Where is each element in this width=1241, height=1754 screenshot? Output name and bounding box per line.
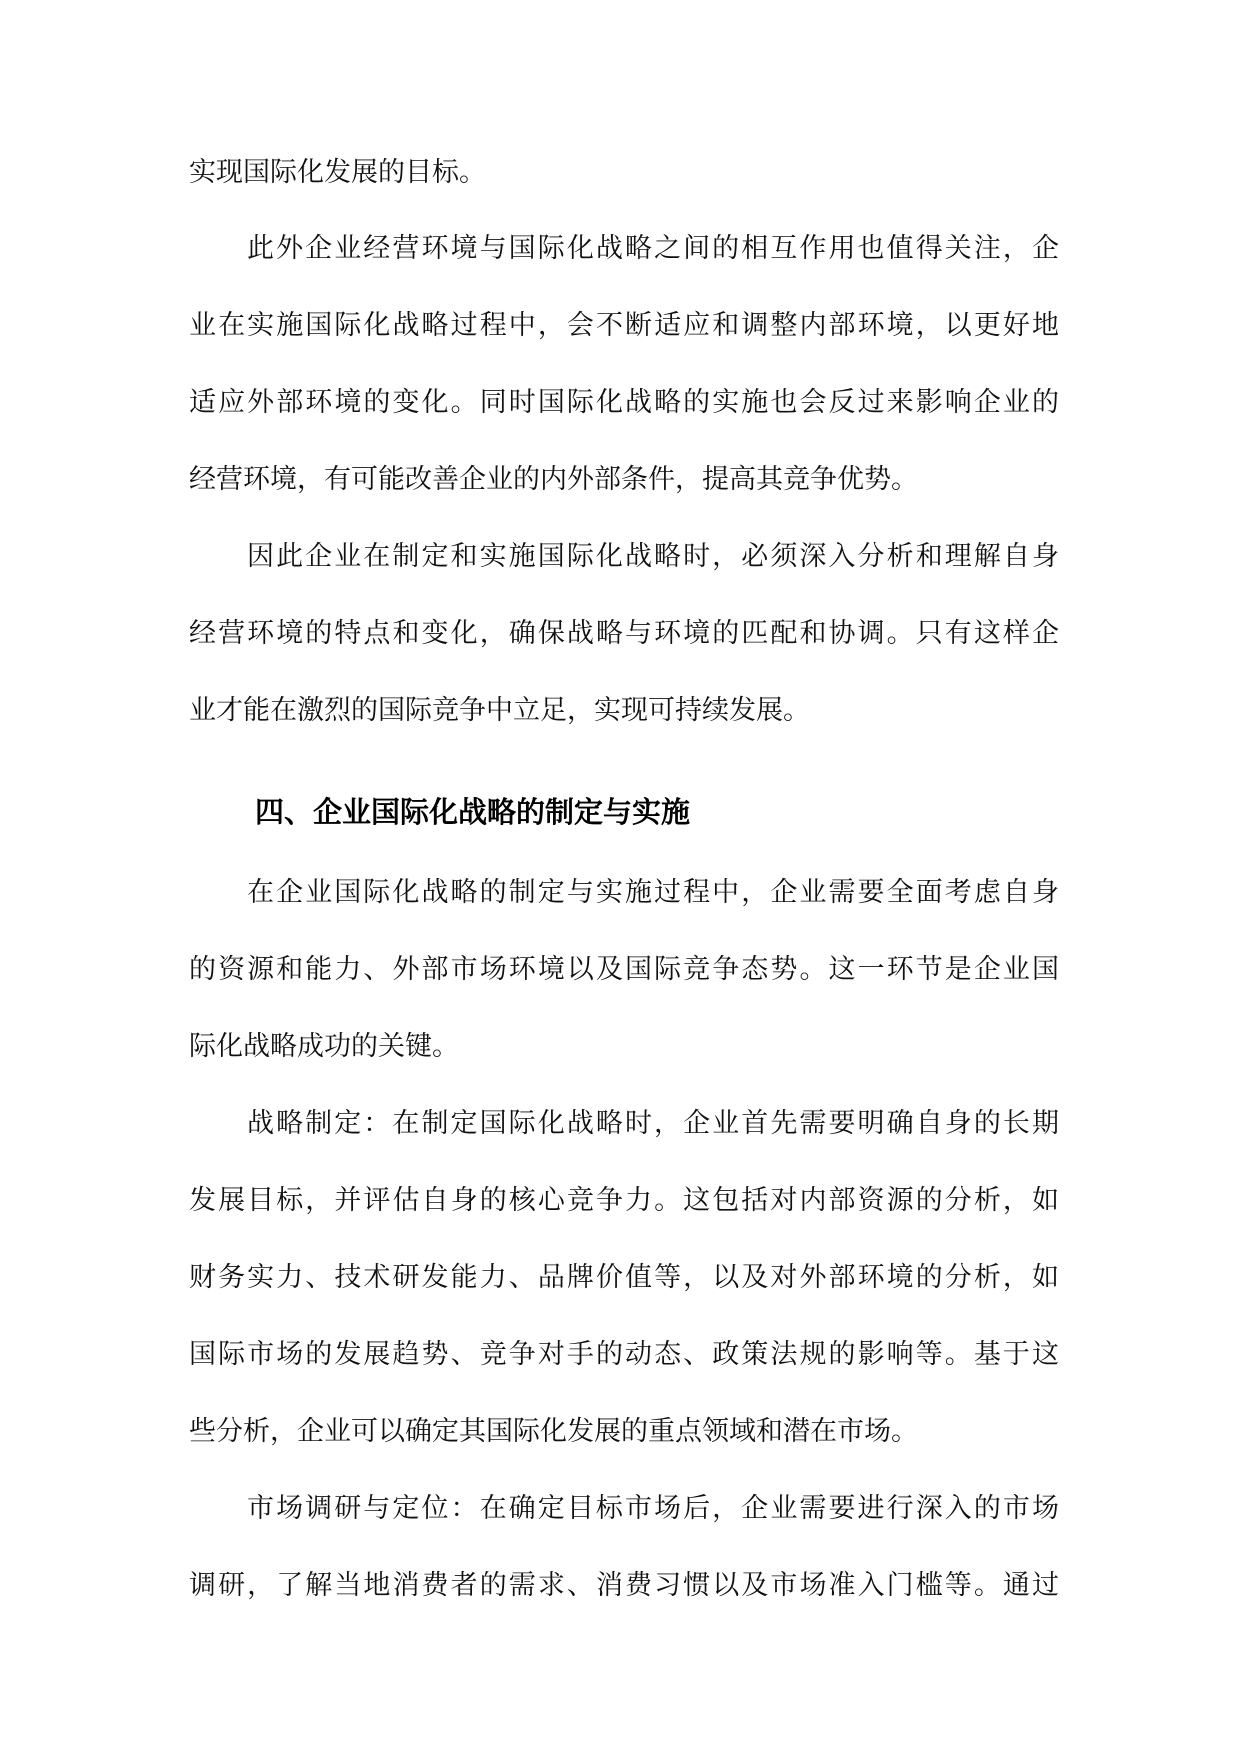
paragraph-line: 些分析，企业可以确定其国际化发展的重点领域和潜在市场。 [189,1416,918,1447]
paragraph-line: 业在实施国际化战略过程中，会不断适应和调整内部环境，以更好地 [189,310,1059,341]
paragraph-line: 此外企业经营环境与国际化战略之间的相互作用也值得关注，企 [247,233,1059,264]
paragraph-line: 实现国际化发展的目标。 [189,157,486,188]
paragraph-line: 因此企业在制定和实施国际化战略时，必须深入分析和理解自身 [247,541,1059,572]
paragraph-line: 际化战略成功的关键。 [189,1031,459,1062]
paragraph-line: 市场调研与定位：在确定目标市场后，企业需要进行深入的市场 [247,1493,1059,1524]
paragraph-line: 发展目标，并评估自身的核心竞争力。这包括对内部资源的分析，如 [189,1185,1059,1216]
paragraph-line: 经营环境，有可能改善企业的内外部条件，提高其竞争优势。 [189,464,918,495]
paragraph-line: 经营环境的特点和变化，确保战略与环境的匹配和协调。只有这样企 [189,618,1059,649]
paragraph-line: 战略制定：在制定国际化战略时，企业首先需要明确自身的长期 [247,1108,1059,1139]
paragraph-line: 在企业国际化战略的制定与实施过程中，企业需要全面考虑自身 [247,877,1059,908]
paragraph-line: 适应外部环境的变化。同时国际化战略的实施也会反过来影响企业的 [189,387,1059,418]
paragraph-line: 的资源和能力、外部市场环境以及国际竞争态势。这一环节是企业国 [189,954,1059,985]
paragraph-line: 财务实力、技术研发能力、品牌价值等，以及对外部环境的分析，如 [189,1262,1059,1293]
paragraph-line: 调研，了解当地消费者的需求、消费习惯以及市场准入门槛等。通过 [189,1570,1059,1601]
paragraph-line: 国际市场的发展趋势、竞争对手的动态、政策法规的影响等。基于这 [189,1339,1059,1370]
section-heading: 四、企业国际化战略的制定与实施 [255,795,691,829]
paragraph-line: 业才能在激烈的国际竞争中立足，实现可持续发展。 [189,695,810,726]
